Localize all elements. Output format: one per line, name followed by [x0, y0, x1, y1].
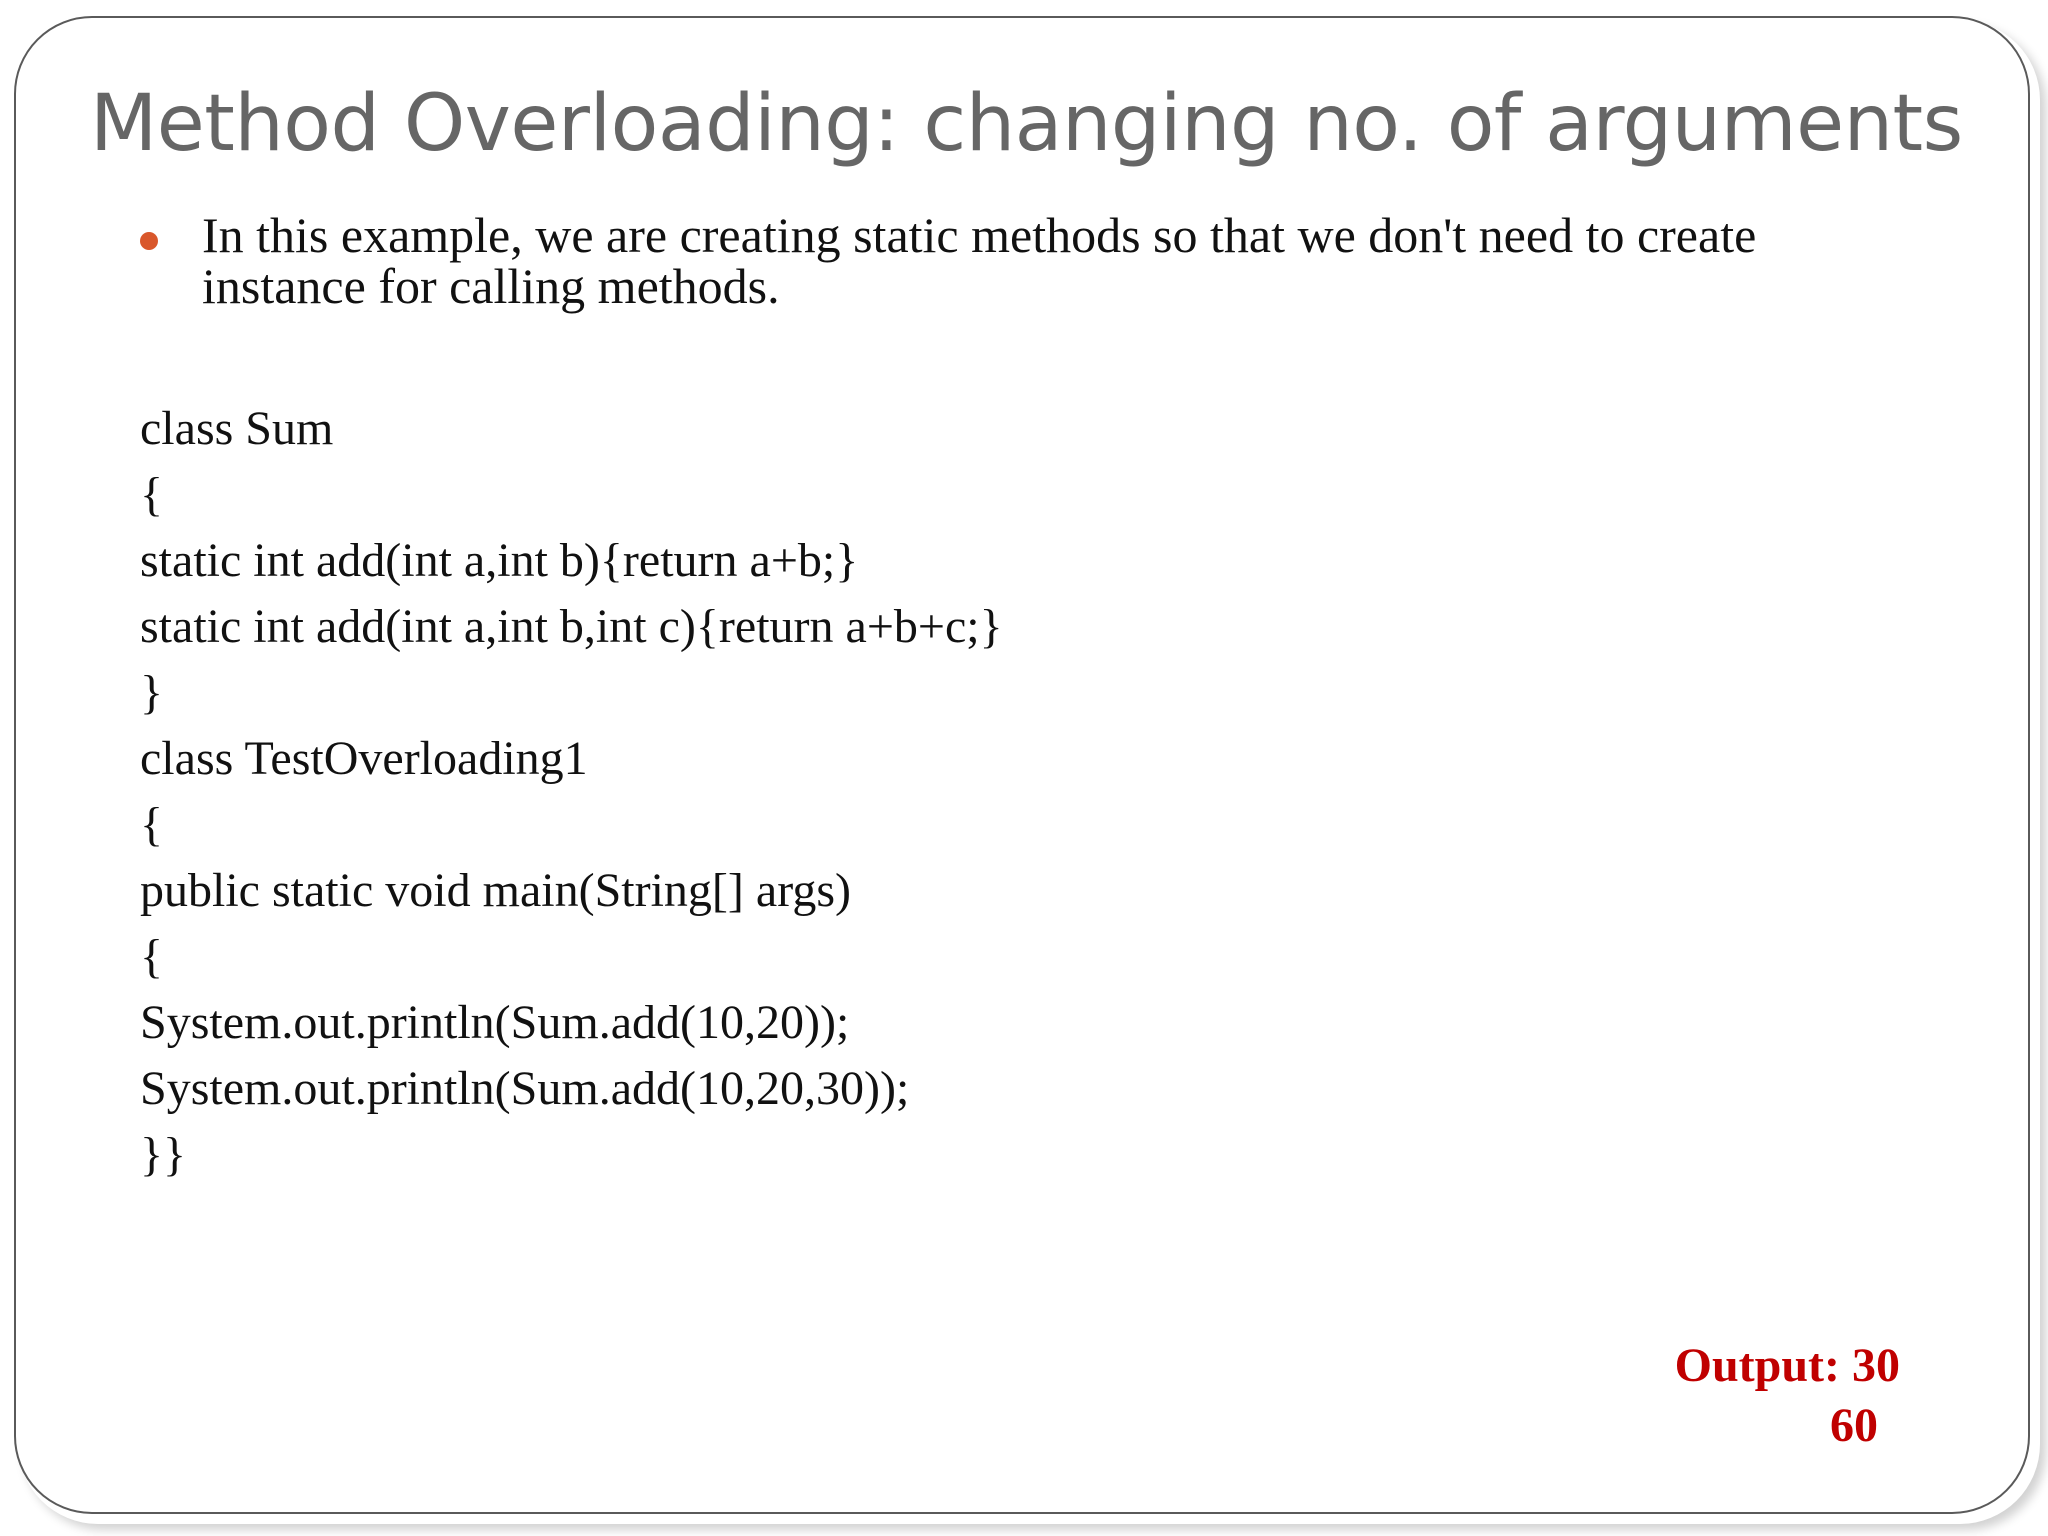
slide-title: Method Overloading: changing no. of arguments	[90, 79, 1963, 169]
code-block	[140, 396, 1003, 1188]
output-label: Output: 30	[1674, 1339, 1900, 1392]
code-line: {	[140, 798, 164, 851]
code-line: static int add(int a,int b){return a+b;}	[140, 534, 859, 587]
output-second-value: 60	[1830, 1399, 1878, 1452]
code-line: System.out.println(Sum.add(10,20,30));	[140, 1062, 910, 1115]
code-line: class TestOverloading1	[140, 732, 588, 785]
bullet-dot-icon	[140, 232, 158, 250]
code-line: System.out.println(Sum.add(10,20));	[140, 996, 850, 1049]
code-line: class Sum	[140, 402, 334, 455]
code-line: public static void main(String[] args)	[140, 864, 851, 917]
code-line: }	[140, 666, 164, 719]
output-box	[1675, 1336, 1900, 1456]
code-line: static int add(int a,int b,int c){return a+b+c;}	[140, 600, 1003, 653]
code-line: {	[140, 468, 164, 521]
code-line: {	[140, 930, 164, 983]
code-line: }}	[140, 1128, 187, 1181]
bullet-text: In this example, we are creating static methods so that we don't need to create instance for calling methods.	[202, 207, 1757, 314]
